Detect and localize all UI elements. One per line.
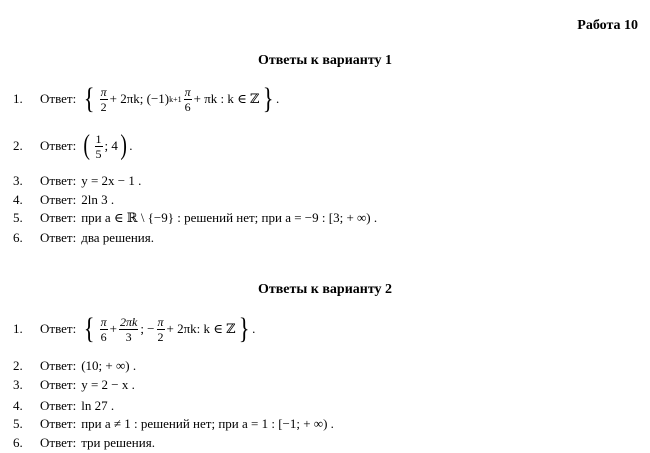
variant-2-answer-5: 5. Ответ: при a ≠ 1 : решений нет; при a = 1 : [−1; + ∞) . [13,416,334,431]
answer-label: Ответ: [40,377,77,392]
item-number: 3. [13,377,23,392]
answer-label: Ответ: [40,398,77,413]
fraction: $\frac{\pi}{6}$ [100,314,107,344]
fraction: $\frac{\pi}{2}$ [157,314,164,344]
fraction: $\frac{2\pi k}{3}$ [119,314,138,344]
answer-label: Ответ: [40,173,77,188]
answer-label: Ответ: [40,230,77,245]
item-number: 4. [13,192,23,207]
answer-label: Ответ: [40,210,77,225]
answer-label: Ответ: [40,192,77,207]
item-number: 6. [13,435,23,450]
variant-1-answer-3: 3. Ответ: y = 2x − 1 . [13,173,142,188]
variant-1-answer-6: 6. Ответ: два решения. [13,230,154,245]
work-title: Работа 10 [577,18,638,33]
item-number: 6. [13,230,23,245]
fraction: $\frac{\pi}{2}$ [100,84,107,114]
answer-label: Ответ: [40,435,77,450]
answer-label: Ответ: [40,91,77,106]
item-number: 1. [13,321,23,336]
item-number: 2. [13,138,23,153]
variant-2-answer-3: 3. Ответ: y = 2 − x . [13,377,135,392]
answer-label: Ответ: [40,358,77,373]
item-number: 1. [13,91,23,106]
variant-2-answer-1: 1. Ответ: { $\frac{\pi}{6}$ + $\frac{2\pi k}{3}$ ; − $\frac{\pi}{2}$ + 2πk: k ∈ ℤ } . [13,312,256,345]
variant-1-answer-1: 1. Ответ: { $\frac{\pi}{2}$ + 2πk; (−1) k+1 $\frac{\pi}{6}$ + πk : k ∈ ℤ } . [13,82,280,115]
item-number: 2. [13,358,23,373]
fraction: $\frac{\pi}{6}$ [184,84,191,114]
item-number: 3. [13,173,23,188]
variant-2-title: Ответы к варианту 2 [257,282,393,297]
answer-label: Ответ: [40,416,77,431]
item-number: 4. [13,398,23,413]
item-number: 5. [13,210,23,225]
variant-2-answer-2: 2. Ответ: (10; + ∞) . [13,358,137,373]
answer-label: Ответ: [40,138,77,153]
item-number: 5. [13,416,23,431]
variant-1-answer-4: 4. Ответ: 2ln 3 . [13,192,115,207]
variant-2-answer-4: 4. Ответ: ln 27 . [13,398,115,413]
variant-1-title: Ответы к варианту 1 [257,53,393,68]
variant-1-answer-5: 5. Ответ: при a ∈ ℝ \ {−9} : решений нет; при a = −9 : [3; + ∞) . [13,210,378,225]
fraction: $\frac{1}{5}$ [95,131,102,161]
answer-label: Ответ: [40,321,77,336]
variant-2-answer-6: 6. Ответ: три решения. [13,435,155,450]
variant-1-answer-2: 2. Ответ: ( $\frac{1}{5}$ ; 4 ) . [13,130,133,161]
